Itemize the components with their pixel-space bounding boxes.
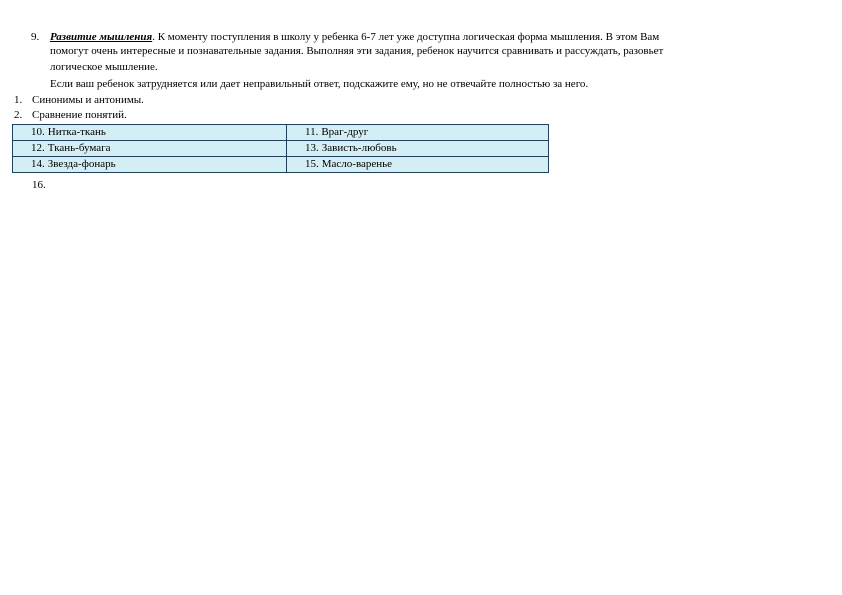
section-line-3: логическое мышление. (50, 61, 158, 73)
list-item-2-text: Сравнение понятий. (32, 109, 127, 121)
cell-number: 11. (305, 126, 319, 138)
cell-number: 15. (305, 158, 319, 170)
table-cell (13, 141, 287, 157)
section-first-line (50, 31, 659, 44)
cell-text: Зависть-любовь (321, 142, 397, 154)
section-intro-text: . К моменту поступления в школу у ребенка 6-7 лет уже доступна логическая форма мышления. В этом Вам (152, 31, 660, 43)
cell-text: Враг-друг (321, 126, 369, 138)
section-line-4: Если ваш ребенок затрудняется или дает неправильный ответ, подскажите ему, но не отвечайте полностью за него. (50, 78, 589, 90)
cell-text: Нитка-ткань (47, 126, 106, 138)
section-title: Развитие мышления (50, 31, 153, 43)
trailing-item-number: 16. (32, 179, 46, 191)
table-cell (287, 157, 549, 173)
table-cell (13, 157, 287, 173)
list-item-1-number: 1. (14, 94, 23, 106)
cell-number: 10. (31, 126, 45, 138)
cell-number: 14. (31, 158, 45, 170)
cell-number: 13. (305, 142, 319, 154)
list-item-1-text: Синонимы и антонимы. (32, 94, 144, 106)
cell-text: Масло-варенье (321, 158, 393, 170)
cell-text: Звезда-фонарь (47, 158, 116, 170)
section-number: 9. (31, 31, 40, 43)
table-row (13, 141, 549, 157)
list-item-2-number: 2. (14, 109, 23, 121)
concepts-table (12, 124, 549, 173)
table-cell (13, 125, 287, 141)
table-row (13, 157, 549, 173)
table-cell (287, 141, 549, 157)
section-line-2: помогут очень интересные и познавательные задания. Выполняя эти задания, ребенок научится сравнивать и рассуждать, разовьет (50, 45, 664, 57)
table-row (13, 125, 549, 141)
cell-text: Ткань-бумага (47, 142, 111, 154)
table-cell (287, 125, 549, 141)
cell-number: 12. (31, 142, 45, 154)
